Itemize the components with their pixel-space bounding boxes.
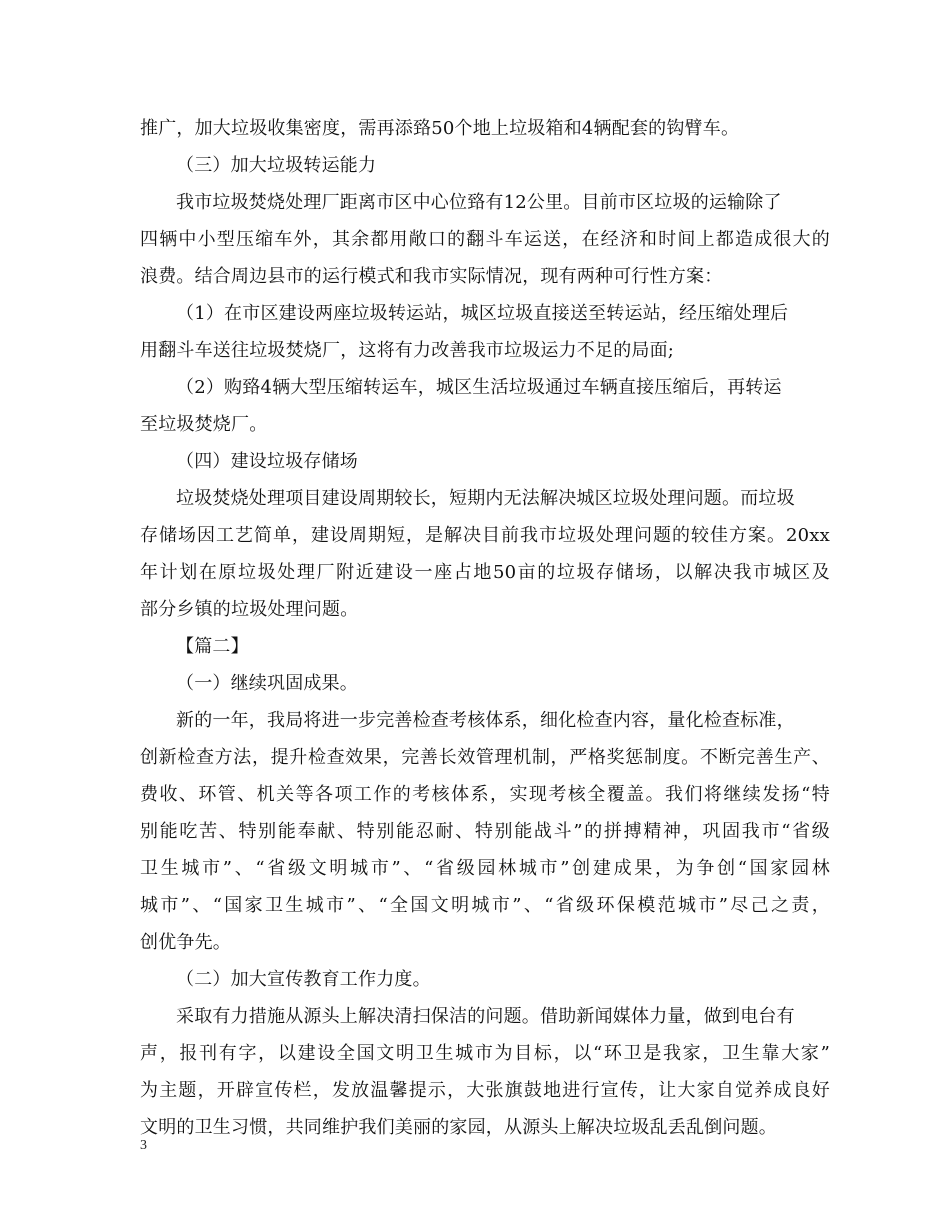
paragraph-line: 费收、环管、机关等各项工作的考核体系，实现考核全覆盖。我们将继续发扬“特	[140, 784, 830, 805]
section-heading: 【篇二】	[176, 636, 249, 657]
paragraph-line: 我市垃圾焚烧处理厂距离市区中心位臵有12公里。目前市区垃圾的运输除了	[176, 192, 782, 213]
section-heading: （三）加大垃圾转运能力	[176, 155, 377, 176]
section-heading: （一）继续巩固成果。	[176, 673, 358, 694]
paragraph-line: 浪费。结合周边县市的运行模式和我市实际情况，现有两种可行性方案：	[140, 266, 723, 287]
paragraph-line: （2）购臵4辆大型压缩转运车，城区生活垃圾通过车辆直接压缩后，再转运	[176, 377, 782, 398]
paragraph-line: 部分乡镇的垃圾处理问题。	[140, 599, 359, 620]
paragraph-line: 别能吃苦、特别能奉献、特别能忍耐、特别能战斗”的拼搏精神，巩固我市“省级	[140, 821, 830, 842]
paragraph-line: 至垃圾焚烧厂。	[140, 414, 268, 435]
paragraph-line: 卫生城市”、“省级文明城市”、“省级园林城市”创建成果，为争创“国家园林	[140, 858, 830, 879]
paragraph-line: 采取有力措施从源头上解决清扫保洁的问题。借助新闻媒体力量，做到电台有	[176, 1006, 795, 1027]
paragraph-line: 新的一年，我局将进一步完善检查考核体系，细化检查内容，量化检查标准，	[176, 710, 795, 731]
paragraph-line: 垃圾焚烧处理项目建设周期较长，短期内无法解决城区垃圾处理问题。而垃圾	[176, 488, 795, 509]
section-heading: （二）加大宣传教育工作力度。	[176, 969, 431, 990]
paragraph-line: 存储场因工艺简单，建设周期短，是解决目前我市垃圾处理问题的较佳方案。20xx	[140, 525, 830, 546]
paragraph-line: （1）在市区建设两座垃圾转运站，城区垃圾直接送至转运站，经压缩处理后	[176, 303, 789, 324]
paragraph-line: 文明的卫生习惯，共同维护我们美丽的家园，从源头上解决垃圾乱丢乱倒问题。	[140, 1117, 777, 1138]
paragraph-line: 年计划在原垃圾处理厂附近建设一座占地50亩的垃圾存储场，以解决我市城区及	[140, 562, 830, 583]
paragraph-line: 为主题，开辟宣传栏，发放温馨提示，大张旗鼓地进行宣传，让大家自觉养成良好	[140, 1080, 830, 1101]
paragraph-line: 声，报刊有字，以建设全国文明卫生城市为目标，以“环卫是我家，卫生靠大家”	[140, 1043, 830, 1064]
page-number: 3	[140, 1138, 147, 1153]
paragraph-line: 推广，加大垃圾收集密度，需再添臵50个地上垃圾箱和4辆配套的钩臂车。	[140, 118, 740, 139]
paragraph-line: 用翻斗车送往垃圾焚烧厂，这将有力改善我市垃圾运力不足的局面;	[140, 340, 675, 361]
section-heading: （四）建设垃圾存储场	[176, 451, 358, 472]
paragraph-line: 城市”、“国家卫生城市”、“全国文明城市”、“省级环保模范城市”尽己之责，	[140, 895, 830, 916]
paragraph-line: 创新检查方法，提升检查效果，完善长效管理机制，严格奖惩制度。不断完善生产、	[140, 747, 830, 768]
paragraph-line: 四辆中小型压缩车外，其余都用敞口的翻斗车运送，在经济和时间上都造成很大的	[140, 229, 830, 250]
paragraph-line: 创优争先。	[140, 932, 231, 953]
document-body	[140, 110, 830, 1146]
